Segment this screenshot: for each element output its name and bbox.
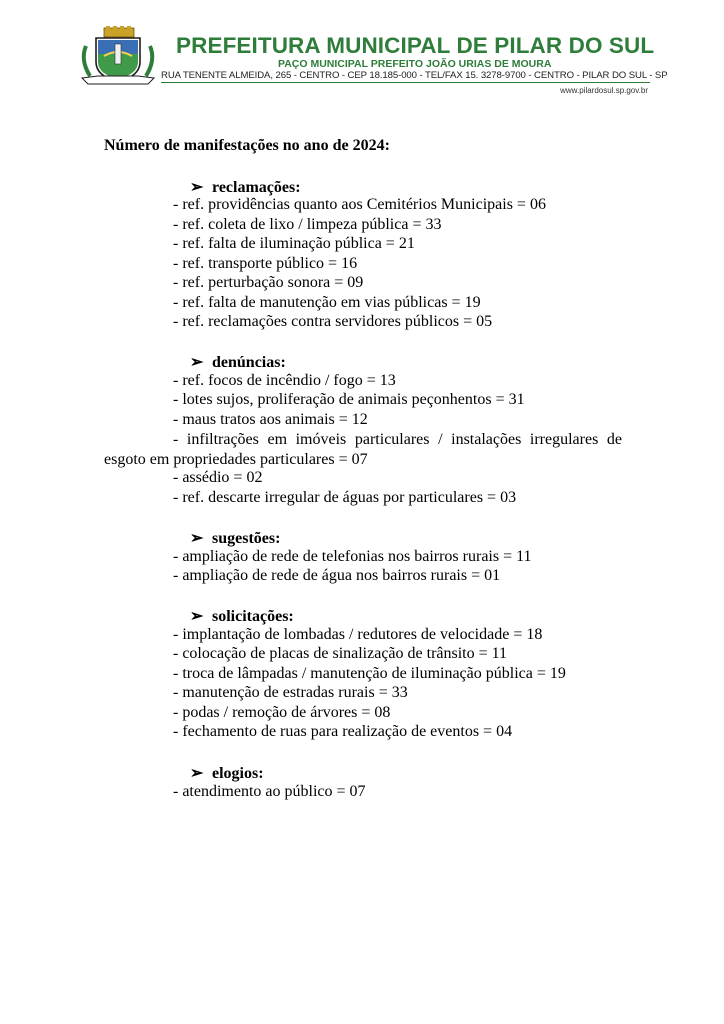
category-title: sugestões: [212,530,281,547]
list-item: - ref. transporte público = 16 [173,254,358,272]
letterhead-divider [161,82,650,83]
category-title: elogios: [212,765,264,782]
list-item: - podas / remoção de árvores = 08 [173,703,391,721]
list-item: - colocação de placas de sinalização de trânsito = 11 [173,645,508,662]
letterhead-subtitle: PAÇO MUNICIPAL PREFEITO JOÃO URIAS DE MOURA [278,58,552,70]
arrow-bullet-icon: ➢ [190,354,204,371]
list-item: - manutenção de estradas rurais = 33 [173,684,408,701]
list-item: - fechamento de ruas para realização de eventos = 04 [173,723,513,740]
list-item: - atendimento ao público = 07 [173,782,366,800]
arrow-bullet-icon: ➢ [190,530,204,547]
list-item: - lotes sujos, proliferação de animais peçonhentos = 31 [173,391,525,408]
list-item: - ref. falta de iluminação pública = 21 [173,235,415,252]
letterhead-address: RUA TENENTE ALMEIDA, 265 - CENTRO - CEP 18.185-000 - TEL/FAX 15. 3278-9700 - CENTRO - PILAR DO SUL - SP [161,70,668,81]
letterhead-title: PREFEITURA MUNICIPAL DE PILAR DO SUL [176,33,655,58]
category-title: reclamações: [212,179,301,196]
arrow-bullet-icon: ➢ [190,608,204,625]
list-item: - ref. descarte irregular de águas por particulares = 03 [173,488,517,506]
list-item: - ref. focos de incêndio / fogo = 13 [173,371,396,389]
category-denuncias [190,352,286,372]
list-item: - ref. providências quanto aos Cemitérios Municipais = 06 [173,196,546,213]
category-title: denúncias: [212,354,286,371]
list-item: - troca de lâmpadas / manutenção de iluminação pública = 19 [173,664,566,682]
letterhead-website: www.pilardosul.sp.gov.br [560,86,648,95]
list-item: - ref. reclamações contra servidores públicos = 05 [173,313,493,330]
arrow-bullet-icon: ➢ [190,765,204,782]
list-item: - infiltrações em imóveis particulares / instalações irregulares de esgoto em propriedades particulares = 07 [104,431,622,468]
list-item: - ref. perturbação sonora = 09 [173,274,364,291]
document-heading: Número de manifestações no ano de 2024: [104,137,390,154]
list-item: - assédio = 02 [173,469,263,486]
list-item: - implantação de lombadas / redutores de velocidade = 18 [173,625,543,643]
category-elogios [190,763,264,783]
category-solicitacoes [190,606,294,626]
list-item: - ref. falta de manutenção em vias públicas = 19 [173,293,481,311]
list-item: - ref. coleta de lixo / limpeza pública = 33 [173,215,442,233]
list-item: - ampliação de rede de água nos bairros rurais = 01 [173,567,501,584]
category-title: solicitações: [212,608,294,625]
municipal-crest-icon [76,26,160,88]
list-item: - ampliação de rede de telefonias nos bairros rurais = 11 [173,547,532,565]
category-reclamacoes [190,177,301,197]
category-sugestoes [190,528,280,548]
list-item: - maus tratos aos animais = 12 [173,410,368,428]
arrow-bullet-icon: ➢ [190,179,204,196]
